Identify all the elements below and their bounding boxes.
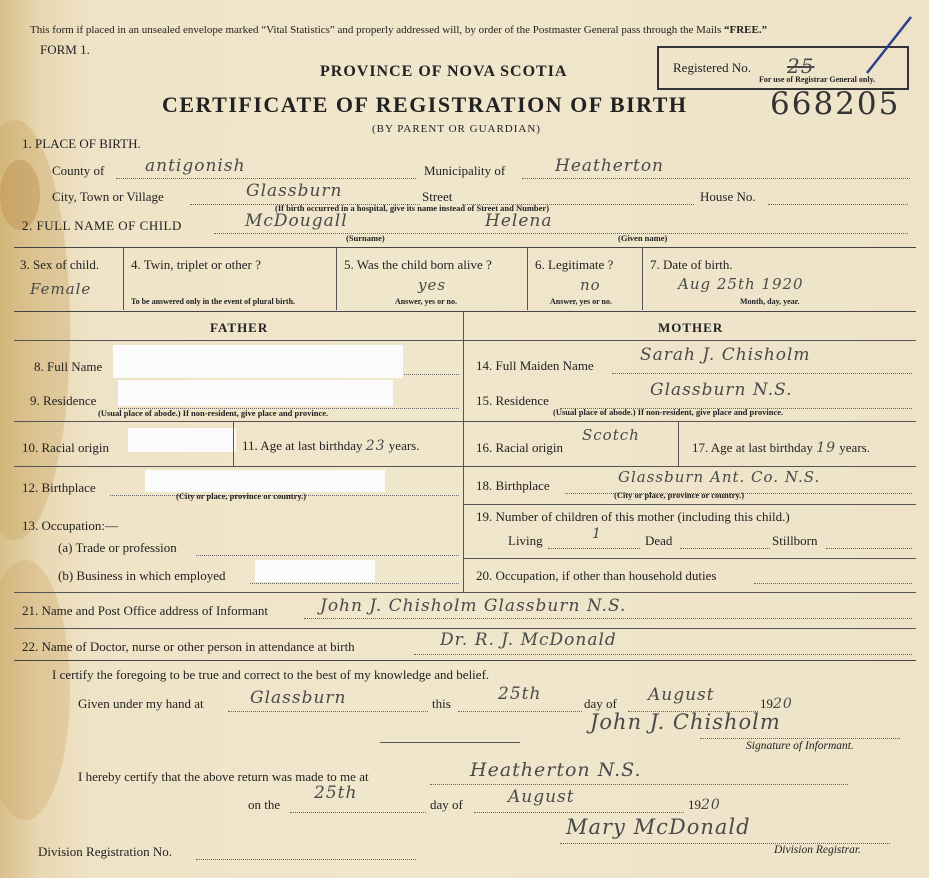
mother-racial-label: 16. Racial origin <box>476 440 564 455</box>
alive-note: Answer, yes or no. <box>395 297 458 306</box>
this-label: this <box>432 696 451 711</box>
father-residence-label: 9. Residence <box>30 393 97 408</box>
legitimate-value: no <box>580 276 601 294</box>
registrar-month: August <box>508 787 575 807</box>
dead-label: Dead <box>645 533 673 548</box>
informant-signature: John J. Chisholm <box>590 710 781 734</box>
mother-age-value: 19 <box>816 440 837 456</box>
registrar-statement: I hereby certify that the above return was made to me at <box>78 769 369 784</box>
division-registration-label: Division Registration No. <box>38 844 172 859</box>
house-label: House No. <box>700 189 756 204</box>
registrar-note: For use of Registrar General only. <box>759 75 876 84</box>
mail-notice <box>30 24 767 36</box>
registrar-day-label: day of <box>430 797 463 812</box>
form-number: FORM 1. <box>40 42 90 57</box>
city-label: City, Town or Village <box>52 189 164 204</box>
certificate-number: 668205 <box>770 86 901 122</box>
given-place: Glassburn <box>250 688 347 708</box>
children-count-label: 19. Number of children of this mother (including this child.) <box>476 509 790 524</box>
mother-birthplace-note: (City or place, province or country.) <box>614 490 745 500</box>
child-surname-value: McDougall <box>245 211 348 231</box>
registrar-year-value: 20 <box>701 797 721 813</box>
father-age-text: 11. Age at last birthday <box>242 438 363 453</box>
sex-label: 3. Sex of child. <box>20 257 100 272</box>
father-years-label: years. <box>388 438 420 453</box>
informant-value: John J. Chisholm Glassburn N.S. <box>320 596 627 616</box>
father-name-label: 8. Full Name <box>34 359 103 374</box>
mother-age-text: 17. Age at last birthday <box>692 440 813 455</box>
certify-year-prefix: 19 <box>760 696 773 711</box>
date-label: 7. Date of birth. <box>650 257 733 272</box>
mother-age-label <box>692 440 870 456</box>
municipality-value: Heatherton <box>555 156 665 176</box>
checkmark-stroke <box>865 15 915 75</box>
surname-note: (Surname) <box>346 233 385 243</box>
father-business-redacted <box>255 560 375 582</box>
given-note: (Given name) <box>618 233 668 243</box>
province-title: PROVINCE OF NOVA SCOTIA <box>320 63 568 80</box>
living-value: 1 <box>592 526 602 542</box>
mother-name-value: Sarah J. Chisholm <box>640 345 811 365</box>
mother-heading: MOTHER <box>658 320 724 335</box>
registered-label: Registered No. <box>673 60 751 75</box>
father-occupation-label: 13. Occupation:— <box>22 518 119 533</box>
father-birthplace-redacted <box>145 470 385 492</box>
doctor-label: 22. Name of Doctor, nurse or other person in attendance at birth <box>22 639 355 654</box>
father-age-label <box>242 438 419 454</box>
registered-value: 25 <box>787 54 815 78</box>
mother-name-label: 14. Full Maiden Name <box>476 358 594 373</box>
free-label: “FREE.” <box>723 24 768 36</box>
alive-label: 5. Was the child born alive ? <box>344 257 492 272</box>
father-birthplace-label: 12. Birthplace <box>22 480 96 495</box>
alive-value: yes <box>418 276 447 294</box>
certify-year-value: 20 <box>773 696 793 712</box>
county-label: County of <box>52 163 105 178</box>
date-value: Aug 25th 1920 <box>678 275 804 293</box>
division-registrar-label: Division Registrar. <box>774 844 861 856</box>
father-age-value: 23 <box>365 438 386 454</box>
living-label: Living <box>508 533 543 548</box>
mother-residence-value: Glassburn N.S. <box>650 380 793 400</box>
certify-statement: I certify the foregoing to be true and correct to the best of my knowledge and belief. <box>52 667 490 682</box>
given-label: Given under my hand at <box>78 696 204 711</box>
mother-residence-note: (Usual place of abode.) If non-resident, give place and province. <box>553 407 784 417</box>
document-title: CERTIFICATE OF REGISTRATION OF BIRTH <box>162 92 688 117</box>
mother-birthplace-label: 18. Birthplace <box>476 478 550 493</box>
mail-notice-text: This form if placed in an unsealed envelope marked “Vital Statistics” and properly addressed will, by order of the Postmaster General pass through the Mails <box>30 24 722 36</box>
this-value: 25th <box>498 684 542 704</box>
county-value: antigonish <box>145 156 246 176</box>
legitimate-label: 6. Legitimate ? <box>535 257 614 272</box>
mother-occupation-label: 20. Occupation, if other than household duties <box>476 568 717 583</box>
father-trade-label: (a) Trade or profession <box>58 540 177 555</box>
informant-label: 21. Name and Post Office address of Informant <box>22 603 268 618</box>
sex-value: Female <box>30 280 92 298</box>
twin-label: 4. Twin, triplet or other ? <box>131 257 261 272</box>
father-residence-redacted <box>118 380 393 406</box>
mother-residence-label: 15. Residence <box>476 393 549 408</box>
registrar-year <box>688 797 721 813</box>
doctor-value: Dr. R. J. McDonald <box>440 630 617 650</box>
father-residence-note: (Usual place of abode.) If non-resident, give place and province. <box>98 408 329 418</box>
mother-years-label: years. <box>839 440 870 455</box>
mother-racial-value: Scotch <box>582 426 640 444</box>
registrar-year-prefix: 19 <box>688 797 701 812</box>
certify-day-label: day of <box>584 696 617 711</box>
father-heading: FATHER <box>210 320 269 335</box>
father-racial-redacted <box>128 428 236 452</box>
child-given-value: Helena <box>485 211 553 231</box>
mother-birthplace-value: Glassburn Ant. Co. N.S. <box>618 468 821 486</box>
registrar-signature: Mary McDonald <box>566 815 751 839</box>
twin-note: To be answered only in the event of plural birth. <box>131 297 296 306</box>
father-racial-label: 10. Racial origin <box>22 440 110 455</box>
certify-month: August <box>648 685 715 705</box>
legitimate-note: Answer, yes or no. <box>550 297 613 306</box>
street-label: Street <box>422 189 453 204</box>
child-name-label: 2. FULL NAME OF CHILD <box>22 218 182 233</box>
municipality-label: Municipality of <box>424 163 506 178</box>
place-heading: 1. PLACE OF BIRTH. <box>22 136 141 151</box>
street-note: (If birth occurred in a hospital, give its name instead of Street and Number) <box>275 203 550 213</box>
stillborn-label: Stillborn <box>772 533 818 548</box>
father-birthplace-note: (City or place, province or country.) <box>176 491 307 501</box>
registrar-place: Heatherton N.S. <box>470 759 642 781</box>
document-subtitle: (BY PARENT OR GUARDIAN) <box>372 123 541 135</box>
father-business-label: (b) Business in which employed <box>58 568 226 583</box>
signature-label: Signature of Informant. <box>746 740 854 752</box>
date-note: Month, day, year. <box>740 297 800 306</box>
on-label: on the <box>248 797 281 812</box>
on-value: 25th <box>314 783 358 803</box>
city-value: Glassburn <box>246 181 343 201</box>
father-name-redacted <box>113 345 403 378</box>
